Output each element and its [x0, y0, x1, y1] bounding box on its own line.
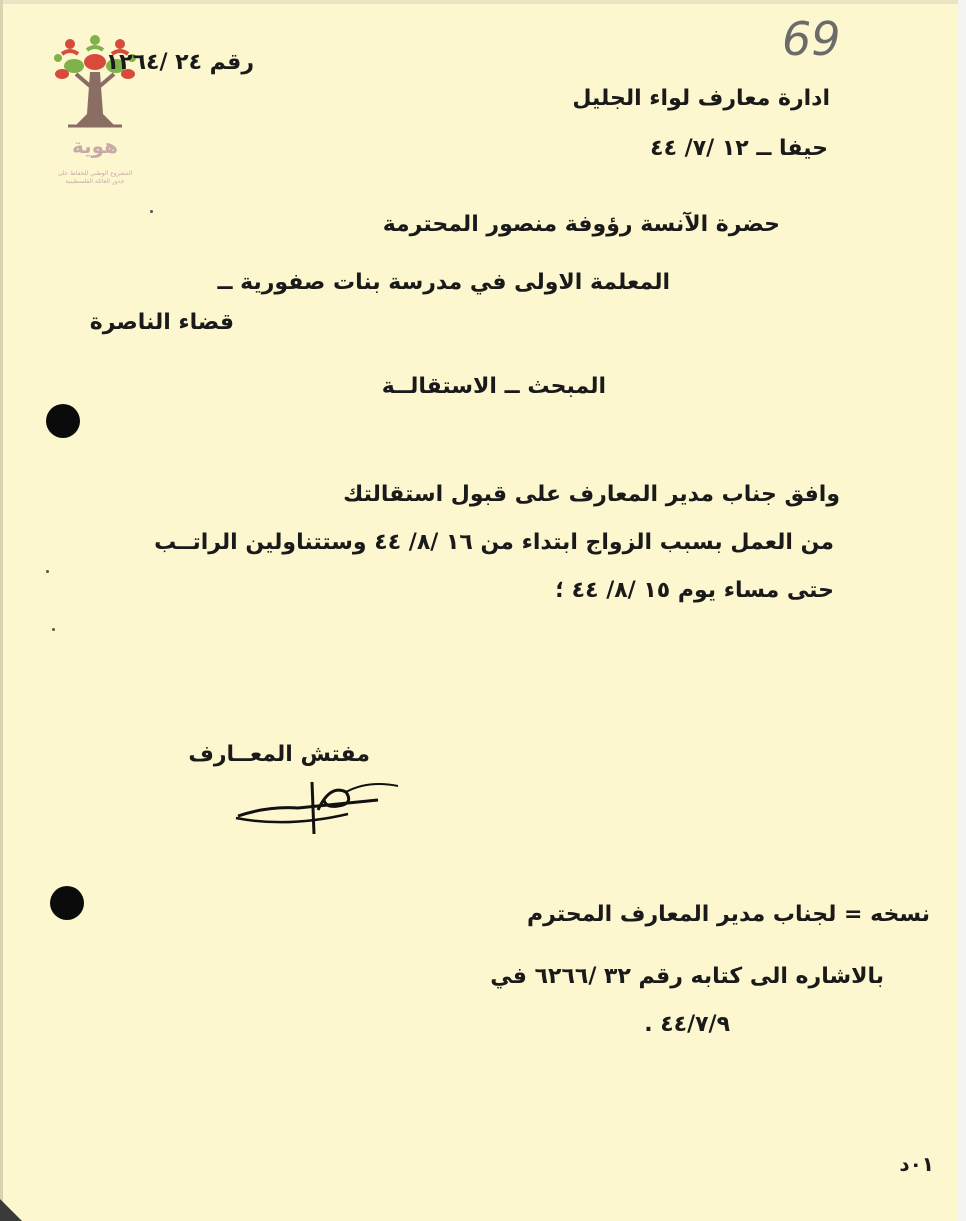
- scan-edge-top: [0, 0, 966, 4]
- logo-brand: هوية: [71, 134, 119, 158]
- scan-speck: [52, 628, 55, 631]
- scan-speck: [150, 210, 153, 213]
- logo-tagline-1: المشروع الوطني للحفاظ على: [57, 170, 133, 177]
- addressee-position: المعلمة الاولى في مدرسة بنات صفورية ــ: [217, 270, 670, 295]
- issuing-office: ادارة معارف لواء الجليل: [572, 86, 830, 111]
- scan-edge-right: [958, 0, 966, 1221]
- handwritten-signature: [228, 770, 408, 840]
- place-and-date: حيفا ــ ١٢ /٧/ ٤٤: [650, 136, 828, 161]
- letter-subject: المبحث ــ الاستقالــة: [381, 374, 606, 399]
- punch-hole-top: [46, 404, 80, 438]
- page-number: 69: [782, 12, 841, 66]
- copy-line-2: بالاشاره الى كتابه رقم ٣٢ /٦٢٦٦ في: [490, 964, 884, 989]
- addressee-district: قضاء الناصرة: [89, 310, 234, 335]
- punch-hole-bottom: [50, 886, 84, 920]
- copy-line-1: نسخه = لجناب مدير المعارف المحترم: [527, 902, 930, 927]
- copy-line-3: ٤٤/٧/٩ .: [644, 1012, 730, 1037]
- clerk-initials: ٠١د: [899, 1152, 934, 1176]
- signatory-title: مفتش المعــارف: [188, 742, 370, 767]
- reference-number: رقم ٢٤ /١٢٦٤: [105, 50, 254, 75]
- logo-tagline-2: جذور العائلة الفلسطينية: [65, 178, 125, 185]
- scan-speck: [46, 570, 49, 573]
- body-line-2: من العمل بسبب الزواج ابتداء من ١٦ /٨/ ٤٤ وستتناولين الراتــب: [154, 530, 834, 555]
- body-line-1: وافق جناب مدير المعارف على قبول استقالتك: [343, 482, 840, 507]
- scan-edge-left: [0, 0, 3, 1221]
- addressee-name: حضرة الآنسة رؤوفة منصور المحترمة: [382, 212, 780, 237]
- family-tree-icon: [40, 34, 150, 134]
- scan-corner-shadow: [0, 1199, 22, 1221]
- body-line-3: حتى مساء يوم ١٥ /٨/ ٤٤ ؛: [555, 578, 834, 603]
